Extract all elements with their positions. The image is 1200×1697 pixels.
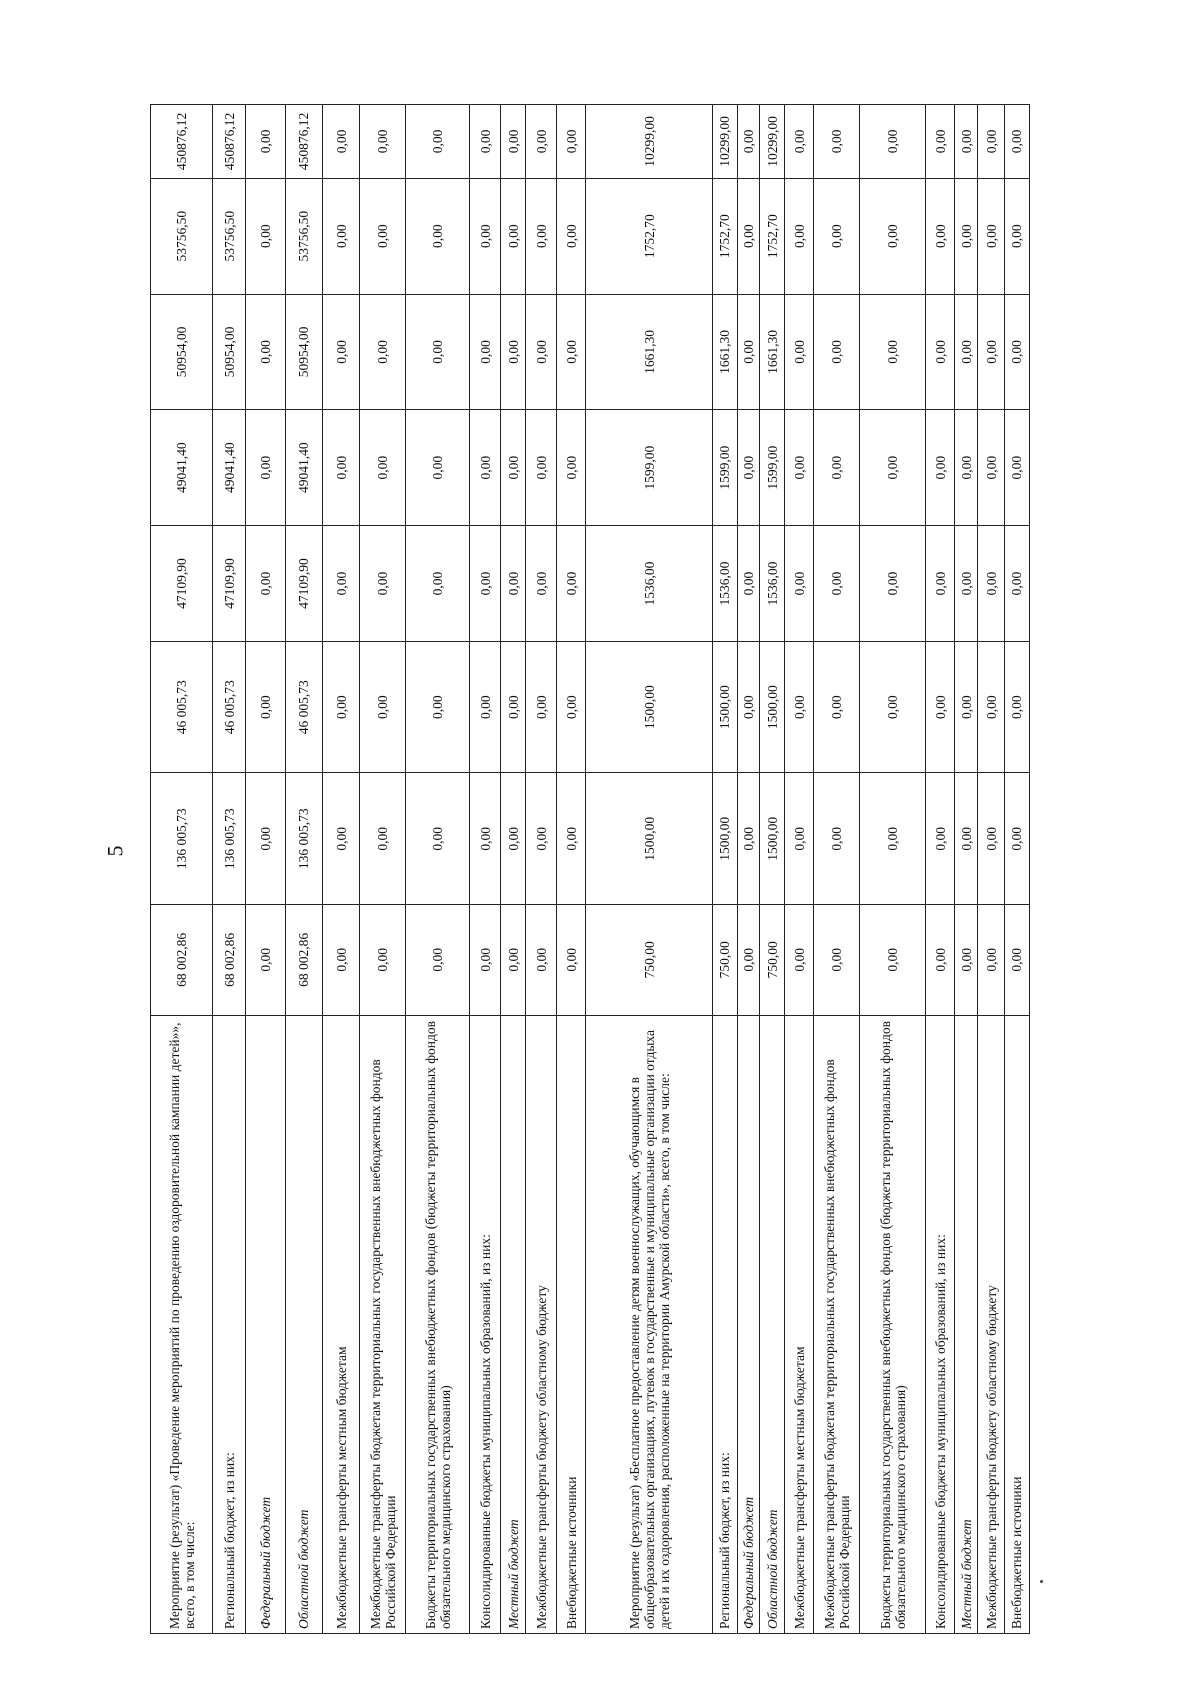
- value-cell: 53756,50: [285, 178, 322, 294]
- value-cell: 0,00: [955, 410, 978, 526]
- value-cell: 0,00: [323, 905, 360, 1016]
- page-number: 5: [102, 845, 128, 857]
- value-cell: 0,00: [246, 526, 285, 642]
- value-cell: 46 005,73: [285, 641, 322, 773]
- row-label: Областной бюджет: [760, 1015, 785, 1633]
- value-cell: 0,00: [955, 294, 978, 410]
- value-cell: 0,00: [1004, 410, 1029, 526]
- value-cell: 0,00: [1004, 178, 1029, 294]
- table-row: [712, 105, 737, 1634]
- value-cell: 50954,00: [151, 294, 213, 410]
- table-row: [557, 105, 586, 1634]
- value-cell: 0,00: [955, 178, 978, 294]
- value-cell: 0,00: [785, 410, 814, 526]
- value-cell: 0,00: [405, 410, 469, 526]
- value-cell: 0,00: [859, 641, 925, 773]
- value-cell: 0,00: [557, 294, 586, 410]
- row-label: Местный бюджет: [501, 1015, 526, 1633]
- value-cell: 0,00: [955, 641, 978, 773]
- value-cell: 0,00: [926, 773, 955, 905]
- value-cell: 0,00: [246, 178, 285, 294]
- value-cell: 0,00: [955, 905, 978, 1016]
- row-label: Региональный бюджет, из них:: [712, 1015, 737, 1633]
- value-cell: 47109,90: [213, 526, 246, 642]
- value-cell: 47109,90: [151, 526, 213, 642]
- value-cell: 68 002,86: [285, 905, 322, 1016]
- table-row: [760, 105, 785, 1634]
- value-cell: 450876,12: [151, 105, 213, 179]
- value-cell: 0,00: [859, 178, 925, 294]
- row-label: Бюджеты территориальных государственных внебюджетных фондов (бюджеты территориальных фондов обязательного медицинского страхования): [405, 1015, 469, 1633]
- table-row: [526, 105, 557, 1634]
- table-row: [470, 105, 501, 1634]
- value-cell: 0,00: [737, 905, 760, 1016]
- value-cell: 0,00: [360, 105, 406, 179]
- value-cell: 0,00: [470, 773, 501, 905]
- value-cell: 1500,00: [586, 773, 712, 905]
- row-label: Консолидированные бюджеты муниципальных образований, из них:: [470, 1015, 501, 1633]
- table-row: [213, 105, 246, 1634]
- value-cell: 0,00: [470, 641, 501, 773]
- value-cell: 0,00: [955, 526, 978, 642]
- value-cell: 0,00: [814, 526, 860, 642]
- value-cell: 0,00: [926, 905, 955, 1016]
- table-row: [405, 105, 469, 1634]
- value-cell: 0,00: [1004, 105, 1029, 179]
- row-label: Областной бюджет: [285, 1015, 322, 1633]
- value-cell: 0,00: [526, 526, 557, 642]
- value-cell: 0,00: [470, 105, 501, 179]
- scan-speck: [1040, 1580, 1043, 1583]
- value-cell: 0,00: [526, 105, 557, 179]
- row-label: Мероприятие (результат) «Бесплатное предоставление детям военнослужащих, обучающимся в общеобразовательных организациях, путевок в государственные и муниципальные организации отдыха детей и их оздоровления, расположенные на территории Амурской области», всего, в том числе:: [586, 1015, 712, 1633]
- value-cell: 0,00: [926, 294, 955, 410]
- value-cell: 47109,90: [285, 526, 322, 642]
- table-row: [978, 105, 1005, 1634]
- value-cell: 0,00: [323, 294, 360, 410]
- value-cell: 0,00: [1004, 641, 1029, 773]
- value-cell: 0,00: [526, 410, 557, 526]
- value-cell: 0,00: [926, 410, 955, 526]
- value-cell: 0,00: [814, 410, 860, 526]
- value-cell: 0,00: [859, 410, 925, 526]
- value-cell: 1500,00: [712, 641, 737, 773]
- value-cell: 0,00: [978, 105, 1005, 179]
- value-cell: 0,00: [737, 526, 760, 642]
- value-cell: 0,00: [955, 105, 978, 179]
- value-cell: 0,00: [814, 773, 860, 905]
- value-cell: 1661,30: [760, 294, 785, 410]
- value-cell: 49041,40: [285, 410, 322, 526]
- value-cell: 1661,30: [586, 294, 712, 410]
- value-cell: 0,00: [501, 178, 526, 294]
- value-cell: 0,00: [501, 105, 526, 179]
- value-cell: 1599,00: [586, 410, 712, 526]
- value-cell: 46 005,73: [151, 641, 213, 773]
- row-label: Межбюджетные трансферты бюджету областному бюджету: [526, 1015, 557, 1633]
- value-cell: 0,00: [1004, 773, 1029, 905]
- value-cell: 136 005,73: [213, 773, 246, 905]
- row-label: Межбюджетные трансферты бюджетам территориальных государственных внебюджетных фондов Российской Федерации: [360, 1015, 406, 1633]
- row-label: Федеральный бюджет: [246, 1015, 285, 1633]
- value-cell: 0,00: [737, 178, 760, 294]
- table-row: [246, 105, 285, 1634]
- value-cell: 0,00: [501, 294, 526, 410]
- value-cell: 0,00: [737, 410, 760, 526]
- value-cell: 1536,00: [586, 526, 712, 642]
- value-cell: 750,00: [712, 905, 737, 1016]
- value-cell: 0,00: [978, 178, 1005, 294]
- value-cell: 136 005,73: [151, 773, 213, 905]
- row-label: Консолидированные бюджеты муниципальных образований, из них:: [926, 1015, 955, 1633]
- value-cell: 0,00: [246, 641, 285, 773]
- value-cell: 0,00: [1004, 905, 1029, 1016]
- table-row: [1004, 105, 1029, 1634]
- value-cell: 0,00: [785, 178, 814, 294]
- table-row: [323, 105, 360, 1634]
- value-cell: 0,00: [926, 178, 955, 294]
- value-cell: 0,00: [323, 410, 360, 526]
- value-cell: 0,00: [501, 641, 526, 773]
- value-cell: 0,00: [785, 105, 814, 179]
- value-cell: 50954,00: [285, 294, 322, 410]
- value-cell: 68 002,86: [213, 905, 246, 1016]
- value-cell: 0,00: [360, 641, 406, 773]
- value-cell: 0,00: [737, 641, 760, 773]
- row-label: Межбюджетные трансферты бюджету областному бюджету: [978, 1015, 1005, 1633]
- row-label: Местный бюджет: [955, 1015, 978, 1633]
- value-cell: 49041,40: [151, 410, 213, 526]
- table-row: [814, 105, 860, 1634]
- value-cell: 0,00: [978, 526, 1005, 642]
- value-cell: 0,00: [360, 905, 406, 1016]
- value-cell: 0,00: [360, 526, 406, 642]
- value-cell: 0,00: [978, 294, 1005, 410]
- value-cell: 0,00: [814, 105, 860, 179]
- value-cell: 0,00: [323, 105, 360, 179]
- row-label: Межбюджетные трансферты бюджетам территориальных государственных внебюджетных фондов Российской Федерации: [814, 1015, 860, 1633]
- value-cell: 0,00: [360, 410, 406, 526]
- value-cell: 1661,30: [712, 294, 737, 410]
- value-cell: 53756,50: [151, 178, 213, 294]
- value-cell: 0,00: [470, 905, 501, 1016]
- value-cell: 0,00: [814, 178, 860, 294]
- value-cell: 1500,00: [712, 773, 737, 905]
- value-cell: 53756,50: [213, 178, 246, 294]
- value-cell: 10299,00: [760, 105, 785, 179]
- value-cell: 0,00: [1004, 526, 1029, 642]
- value-cell: 0,00: [246, 773, 285, 905]
- table-row: [737, 105, 760, 1634]
- value-cell: 0,00: [557, 178, 586, 294]
- value-cell: 0,00: [557, 526, 586, 642]
- value-cell: 1500,00: [760, 773, 785, 905]
- value-cell: 0,00: [859, 773, 925, 905]
- value-cell: 1536,00: [760, 526, 785, 642]
- rotated-table-container: [150, 104, 1030, 1634]
- value-cell: 0,00: [557, 905, 586, 1016]
- value-cell: 0,00: [405, 526, 469, 642]
- table-row: [926, 105, 955, 1634]
- table-row: [285, 105, 322, 1634]
- value-cell: 1536,00: [712, 526, 737, 642]
- value-cell: 0,00: [785, 526, 814, 642]
- value-cell: 0,00: [859, 905, 925, 1016]
- table-row: [955, 105, 978, 1634]
- table-row: [501, 105, 526, 1634]
- value-cell: 0,00: [360, 294, 406, 410]
- value-cell: 0,00: [405, 905, 469, 1016]
- row-label: Внебюджетные источники: [557, 1015, 586, 1633]
- value-cell: 0,00: [978, 773, 1005, 905]
- value-cell: 10299,00: [586, 105, 712, 179]
- value-cell: 49041,40: [213, 410, 246, 526]
- value-cell: 0,00: [501, 905, 526, 1016]
- value-cell: 0,00: [785, 294, 814, 410]
- row-label: Региональный бюджет, из них:: [213, 1015, 246, 1633]
- value-cell: 0,00: [323, 526, 360, 642]
- value-cell: 0,00: [926, 526, 955, 642]
- budget-table: [150, 104, 1030, 1634]
- value-cell: 0,00: [470, 526, 501, 642]
- value-cell: 0,00: [526, 641, 557, 773]
- value-cell: 0,00: [926, 641, 955, 773]
- row-label: Мероприятие (результат) «Проведение мероприятий по проведению оздоровительной кампании детей»», всего, в том числе:: [151, 1015, 213, 1633]
- value-cell: 0,00: [859, 105, 925, 179]
- value-cell: 450876,12: [285, 105, 322, 179]
- value-cell: 0,00: [859, 526, 925, 642]
- value-cell: 0,00: [470, 410, 501, 526]
- value-cell: 0,00: [405, 105, 469, 179]
- table-row: [360, 105, 406, 1634]
- value-cell: 0,00: [526, 773, 557, 905]
- value-cell: 0,00: [323, 773, 360, 905]
- value-cell: 0,00: [785, 641, 814, 773]
- value-cell: 10299,00: [712, 105, 737, 179]
- value-cell: 0,00: [526, 294, 557, 410]
- value-cell: 50954,00: [213, 294, 246, 410]
- value-cell: 0,00: [737, 105, 760, 179]
- table-row: [586, 105, 712, 1634]
- value-cell: 0,00: [246, 105, 285, 179]
- value-cell: 1500,00: [586, 641, 712, 773]
- value-cell: 0,00: [557, 105, 586, 179]
- value-cell: 1599,00: [760, 410, 785, 526]
- value-cell: 1599,00: [712, 410, 737, 526]
- value-cell: 0,00: [501, 773, 526, 905]
- value-cell: 0,00: [785, 905, 814, 1016]
- row-label: Бюджеты территориальных государственных внебюджетных фондов (бюджеты территориальных фондов обязательного медицинского страхования): [859, 1015, 925, 1633]
- value-cell: 0,00: [814, 641, 860, 773]
- budget-table-body: [151, 105, 1030, 1634]
- value-cell: 750,00: [586, 905, 712, 1016]
- value-cell: 1752,70: [760, 178, 785, 294]
- value-cell: 0,00: [978, 641, 1005, 773]
- value-cell: 0,00: [501, 526, 526, 642]
- value-cell: 0,00: [405, 773, 469, 905]
- row-label: Межбюджетные трансферты местным бюджетам: [785, 1015, 814, 1633]
- table-row: [785, 105, 814, 1634]
- value-cell: 0,00: [526, 178, 557, 294]
- row-label: Федеральный бюджет: [737, 1015, 760, 1633]
- value-cell: 0,00: [470, 294, 501, 410]
- value-cell: 0,00: [323, 178, 360, 294]
- value-cell: 46 005,73: [213, 641, 246, 773]
- value-cell: 0,00: [955, 773, 978, 905]
- value-cell: 0,00: [470, 178, 501, 294]
- value-cell: 0,00: [360, 178, 406, 294]
- value-cell: 0,00: [323, 641, 360, 773]
- value-cell: 0,00: [557, 773, 586, 905]
- value-cell: 0,00: [1004, 294, 1029, 410]
- value-cell: 1500,00: [760, 641, 785, 773]
- value-cell: 0,00: [246, 905, 285, 1016]
- table-row: [151, 105, 213, 1634]
- value-cell: 0,00: [405, 294, 469, 410]
- value-cell: 0,00: [246, 294, 285, 410]
- row-label: Межбюджетные трансферты местным бюджетам: [323, 1015, 360, 1633]
- value-cell: 0,00: [557, 410, 586, 526]
- value-cell: 0,00: [978, 905, 1005, 1016]
- value-cell: 0,00: [405, 178, 469, 294]
- value-cell: 0,00: [978, 410, 1005, 526]
- value-cell: 0,00: [926, 105, 955, 179]
- value-cell: 1752,70: [586, 178, 712, 294]
- value-cell: 0,00: [526, 905, 557, 1016]
- value-cell: 0,00: [814, 294, 860, 410]
- value-cell: 0,00: [814, 905, 860, 1016]
- value-cell: 450876,12: [213, 105, 246, 179]
- value-cell: 0,00: [246, 410, 285, 526]
- value-cell: 1752,70: [712, 178, 737, 294]
- value-cell: 136 005,73: [285, 773, 322, 905]
- value-cell: 0,00: [859, 294, 925, 410]
- value-cell: 0,00: [405, 641, 469, 773]
- value-cell: 0,00: [501, 410, 526, 526]
- value-cell: 0,00: [737, 294, 760, 410]
- value-cell: 0,00: [360, 773, 406, 905]
- value-cell: 750,00: [760, 905, 785, 1016]
- table-row: [859, 105, 925, 1634]
- value-cell: 0,00: [785, 773, 814, 905]
- value-cell: 0,00: [737, 773, 760, 905]
- value-cell: 0,00: [557, 641, 586, 773]
- value-cell: 68 002,86: [151, 905, 213, 1016]
- row-label: Внебюджетные источники: [1004, 1015, 1029, 1633]
